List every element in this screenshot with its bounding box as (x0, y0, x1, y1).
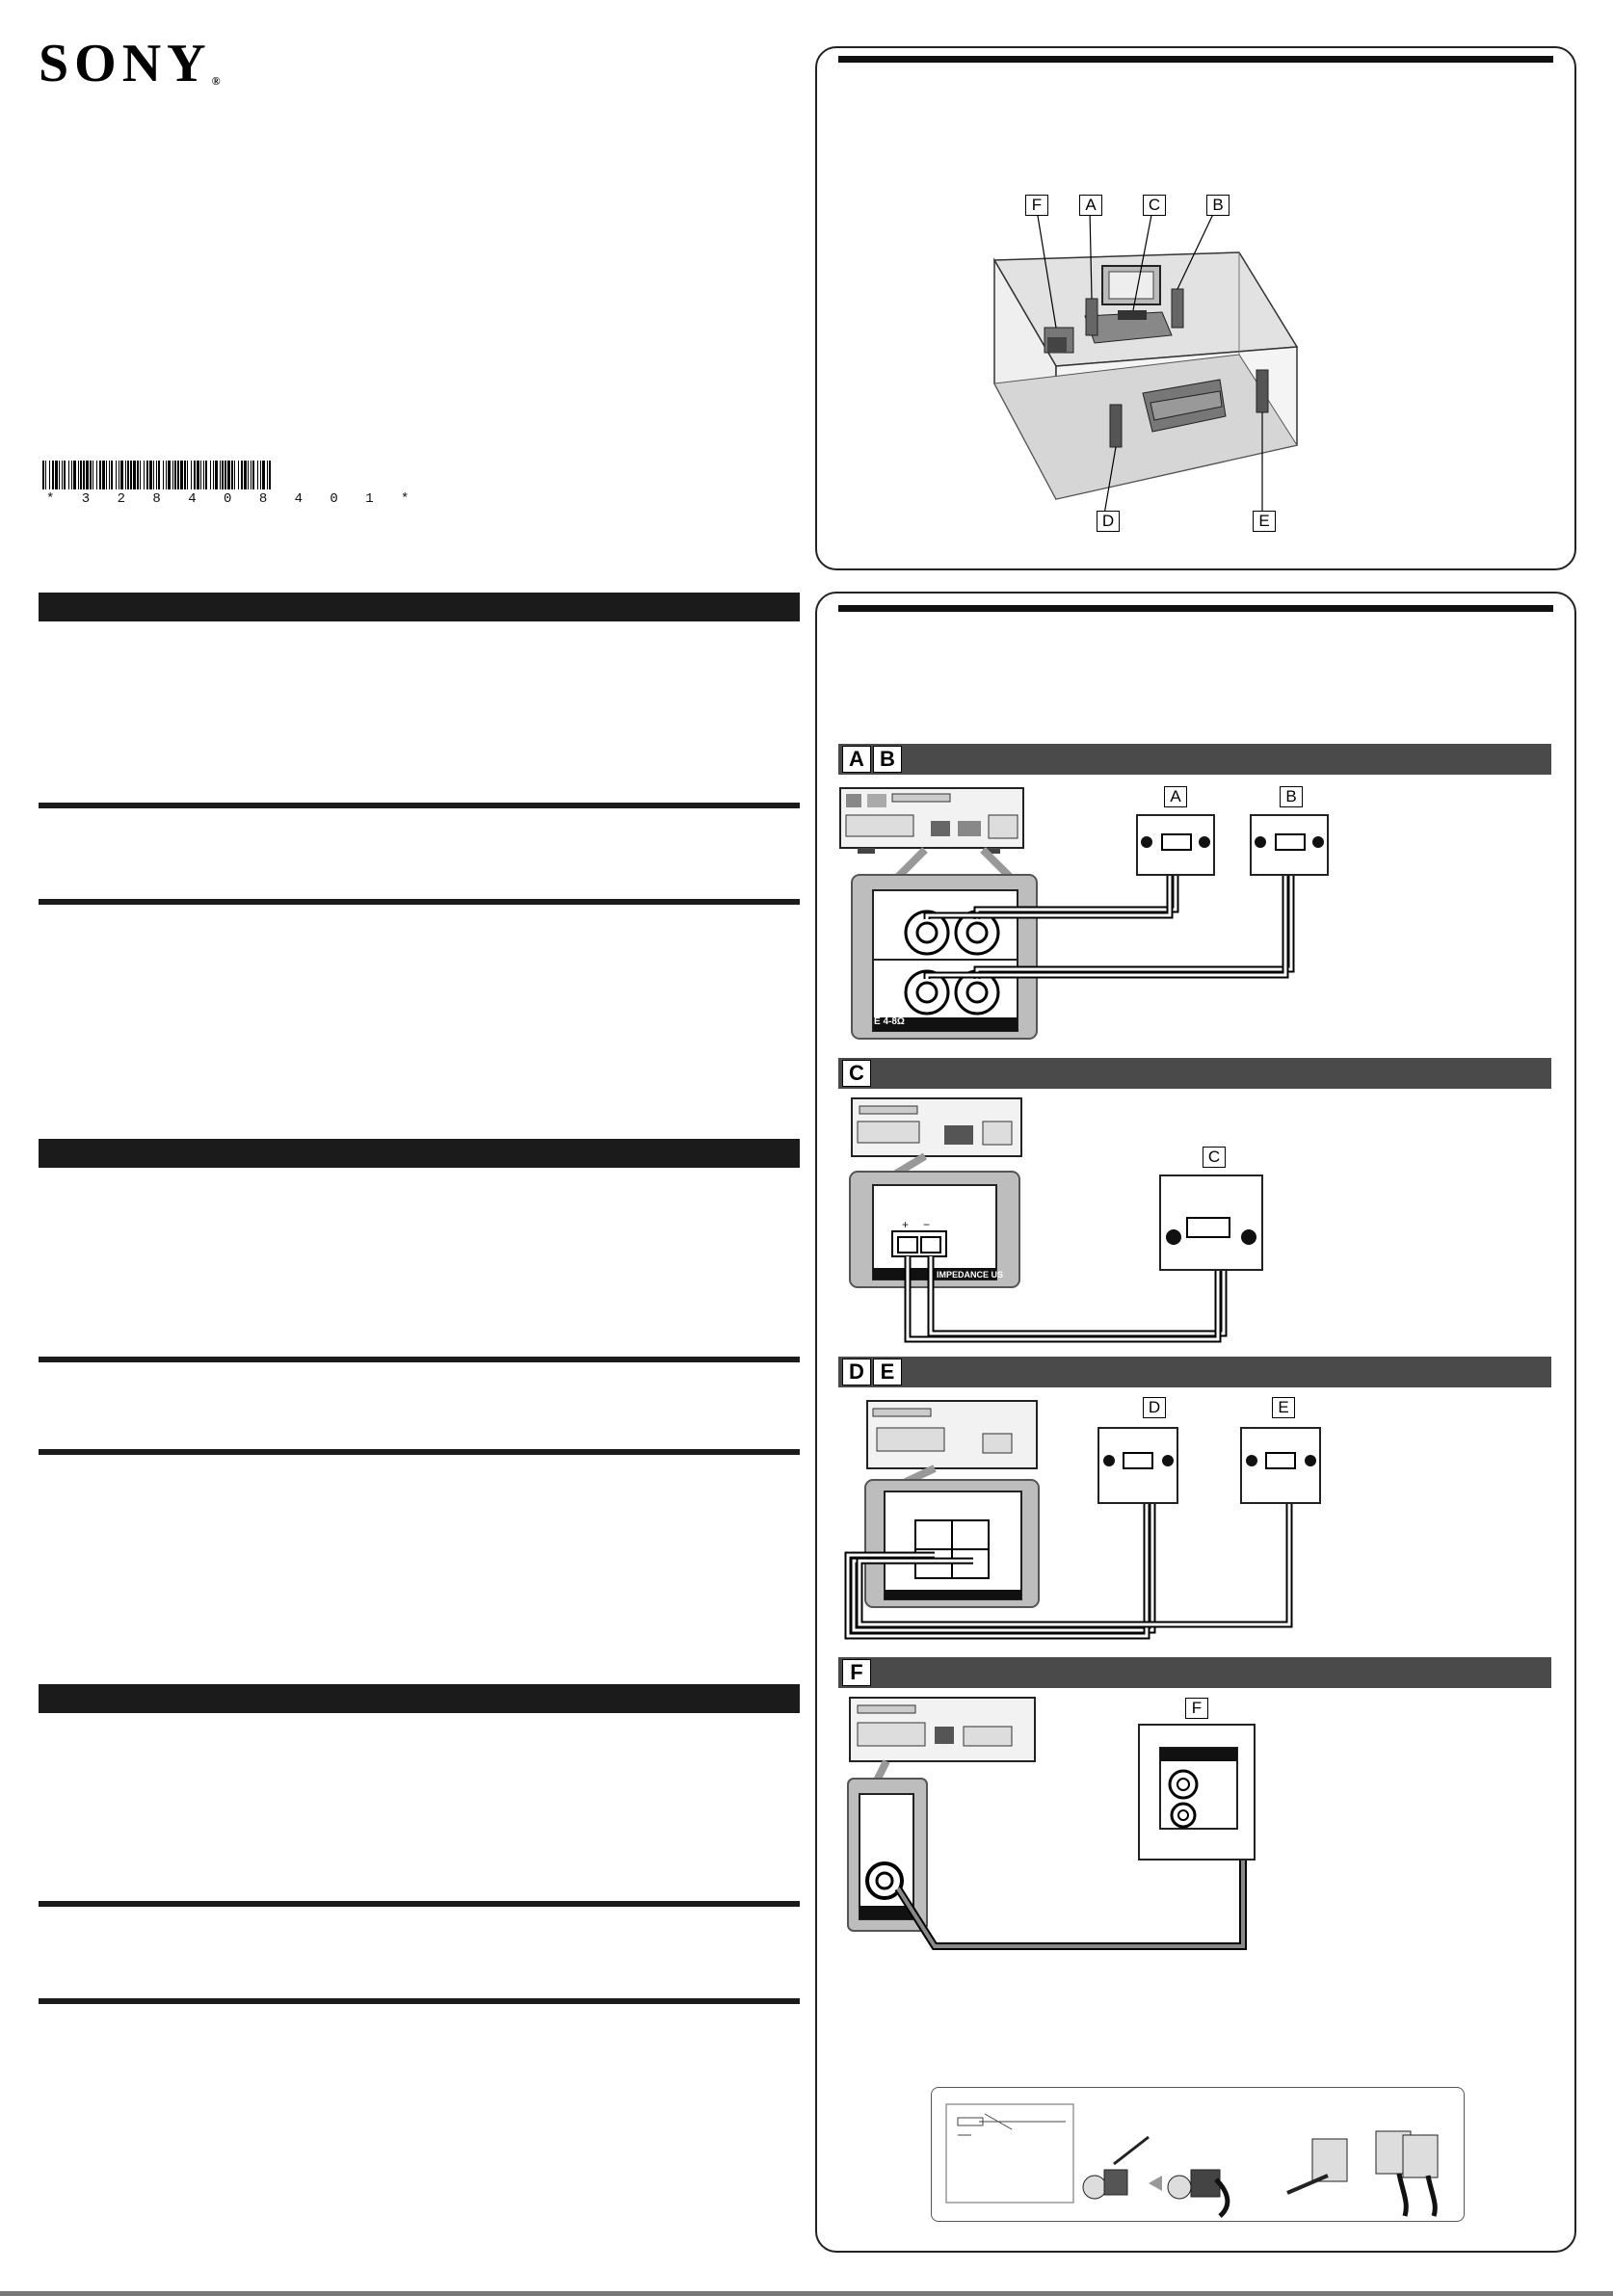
section-letter-a: A (842, 746, 871, 773)
de-wiring-diagram (838, 1399, 1551, 1649)
section-header-bar-1 (39, 593, 800, 621)
barcode-image (42, 461, 274, 489)
room-label-a: A (1079, 195, 1102, 216)
panel-top-rule-2 (838, 605, 1553, 612)
section-rule-2 (39, 899, 800, 905)
ab-wiring-diagram (838, 786, 1551, 1056)
section-rule-6 (39, 1998, 800, 2004)
room-illustration (815, 46, 1573, 567)
section-rule-3 (39, 1357, 800, 1362)
section-bar-c (838, 1058, 1551, 1089)
section-header-bar-3 (39, 1684, 800, 1713)
tag-a: A (1164, 786, 1187, 807)
page-bottom-rule (0, 2291, 1613, 2296)
section-rule-1 (39, 803, 800, 808)
section-bar-de (838, 1357, 1551, 1387)
barcode-number: * 3 2 8 4 0 8 4 0 1 * (46, 491, 419, 507)
section-bar-ab (838, 744, 1551, 775)
section-letter-e: E (873, 1359, 902, 1386)
section-header-bar-2 (39, 1139, 800, 1168)
tag-d: D (1143, 1397, 1166, 1418)
sony-logo: SONY® (39, 34, 221, 93)
tag-c: C (1203, 1147, 1226, 1168)
room-label-b: B (1206, 195, 1230, 216)
f-wiring-diagram (838, 1696, 1551, 1966)
tag-b: B (1280, 786, 1303, 807)
section-rule-4 (39, 1449, 800, 1455)
room-label-f: F (1025, 195, 1048, 216)
c-plus-label: + (902, 1218, 910, 1231)
tag-e: E (1272, 1397, 1295, 1418)
section-bar-f (838, 1657, 1551, 1688)
room-label-d: D (1097, 511, 1120, 532)
section-letter-c: C (842, 1060, 871, 1087)
room-label-e: E (1253, 511, 1276, 532)
ab-impedance-label: E 4-8Ω (874, 1016, 905, 1027)
section-rule-5 (39, 1901, 800, 1907)
room-label-c: C (1143, 195, 1166, 216)
section-letter-d: D (842, 1359, 871, 1386)
section-letter-b: B (873, 746, 902, 773)
c-wiring-diagram (838, 1096, 1551, 1347)
section-letter-f: F (842, 1659, 871, 1686)
c-minus-label: − (923, 1218, 931, 1231)
c-impedance-label: IMPEDANCE US (937, 1270, 1004, 1280)
cable-preparation-illustration (931, 2087, 1463, 2220)
tag-f: F (1185, 1698, 1208, 1719)
